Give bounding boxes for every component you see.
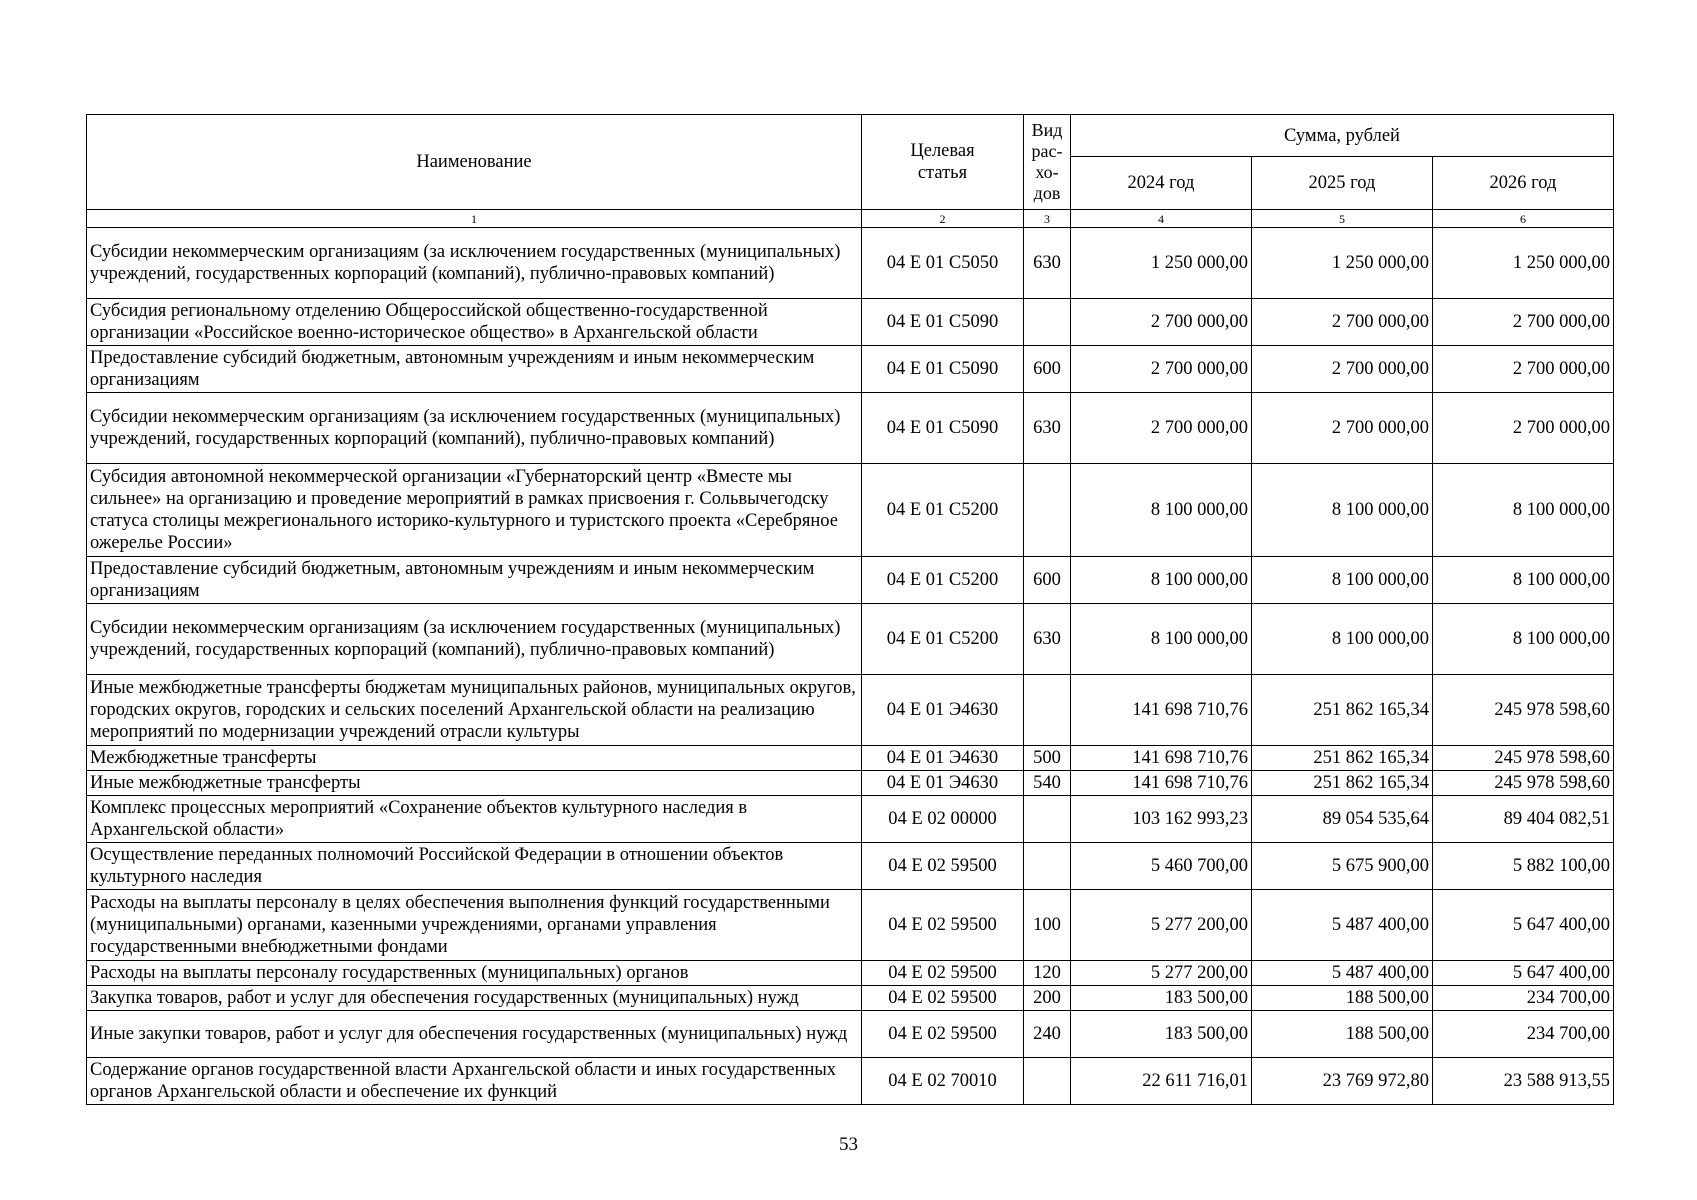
table-row (87, 393, 1614, 464)
row-sum-2025: 188 500,00 (1252, 1011, 1433, 1058)
row-sum-2026: 2 700 000,00 (1433, 346, 1614, 393)
row-sum-2026: 5 647 400,00 (1433, 890, 1614, 961)
row-sum-2025: 251 862 165,34 (1252, 771, 1433, 796)
row-name: Субсидия региональному отделению Общероссийской общественно-государственной организации «Российское военно-историческое общество» в Архангельской области (87, 299, 862, 346)
column-number: 5 (1252, 210, 1433, 228)
header-sum: Сумма, рублей (1071, 115, 1614, 157)
row-target-article: 04 Е 02 59500 (862, 890, 1024, 961)
table-row (87, 557, 1614, 604)
row-sum-2025: 2 700 000,00 (1252, 299, 1433, 346)
row-sum-2026: 1 250 000,00 (1433, 228, 1614, 299)
row-sum-2025: 8 100 000,00 (1252, 604, 1433, 675)
table-row (87, 299, 1614, 346)
table-row (87, 890, 1614, 961)
row-sum-2024: 2 700 000,00 (1071, 346, 1252, 393)
table-row (87, 604, 1614, 675)
row-target-article: 04 Е 01 С5090 (862, 393, 1024, 464)
row-sum-2025: 5 487 400,00 (1252, 961, 1433, 986)
row-sum-2025: 23 769 972,80 (1252, 1058, 1433, 1105)
row-sum-2026: 5 882 100,00 (1433, 843, 1614, 890)
page-number: 53 (839, 1134, 858, 1155)
table-row (87, 228, 1614, 299)
row-sum-2026: 5 647 400,00 (1433, 961, 1614, 986)
row-sum-2026: 245 978 598,60 (1433, 771, 1614, 796)
table-row (87, 746, 1614, 771)
row-name: Субсидии некоммерческим организациям (за исключением государственных (муниципальных) учреждений, государственных корпораций (компаний), публично-правовых компаний) (87, 604, 862, 675)
row-target-article: 04 Е 02 70010 (862, 1058, 1024, 1105)
row-target-article: 04 Е 02 59500 (862, 843, 1024, 890)
row-name: Субсидии некоммерческим организациям (за исключением государственных (муниципальных) учреждений, государственных корпораций (компаний), публично-правовых компаний) (87, 393, 862, 464)
row-sum-2024: 8 100 000,00 (1071, 604, 1252, 675)
row-expense-type (1024, 1058, 1071, 1105)
row-sum-2025: 1 250 000,00 (1252, 228, 1433, 299)
row-sum-2025: 188 500,00 (1252, 986, 1433, 1011)
table-row (87, 1011, 1614, 1058)
row-target-article: 04 Е 01 С5090 (862, 346, 1024, 393)
header-year-2025: 2025 год (1252, 157, 1433, 210)
row-expense-type: 120 (1024, 961, 1071, 986)
row-name: Предоставление субсидий бюджетным, автономным учреждениям и иным некоммерческим организациям (87, 557, 862, 604)
row-sum-2026: 2 700 000,00 (1433, 393, 1614, 464)
row-sum-2024: 5 277 200,00 (1071, 961, 1252, 986)
row-expense-type: 540 (1024, 771, 1071, 796)
row-sum-2024: 141 698 710,76 (1071, 675, 1252, 746)
row-sum-2024: 141 698 710,76 (1071, 746, 1252, 771)
row-sum-2024: 2 700 000,00 (1071, 393, 1252, 464)
row-name: Межбюджетные трансферты (87, 746, 862, 771)
row-expense-type (1024, 796, 1071, 843)
row-target-article: 04 Е 01 С5050 (862, 228, 1024, 299)
row-target-article: 04 Е 01 Э4630 (862, 675, 1024, 746)
row-target-article: 04 Е 02 59500 (862, 961, 1024, 986)
row-sum-2026: 8 100 000,00 (1433, 604, 1614, 675)
row-expense-type: 200 (1024, 986, 1071, 1011)
row-name: Иные межбюджетные трансферты (87, 771, 862, 796)
row-sum-2025: 251 862 165,34 (1252, 675, 1433, 746)
header-target-article: Целевая статья (862, 115, 1024, 210)
header-name: Наименование (87, 115, 862, 210)
row-sum-2025: 8 100 000,00 (1252, 557, 1433, 604)
row-sum-2024: 183 500,00 (1071, 1011, 1252, 1058)
row-sum-2024: 2 700 000,00 (1071, 299, 1252, 346)
row-sum-2026: 23 588 913,55 (1433, 1058, 1614, 1105)
row-target-article: 04 Е 01 С5200 (862, 604, 1024, 675)
row-sum-2026: 8 100 000,00 (1433, 464, 1614, 557)
row-name: Предоставление субсидий бюджетным, автономным учреждениям и иным некоммерческим организациям (87, 346, 862, 393)
row-target-article: 04 Е 02 59500 (862, 1011, 1024, 1058)
column-number: 3 (1024, 210, 1071, 228)
row-name: Осуществление переданных полномочий Российской Федерации в отношении объектов культурного наследия (87, 843, 862, 890)
row-target-article: 04 Е 01 С5200 (862, 464, 1024, 557)
row-sum-2026: 234 700,00 (1433, 1011, 1614, 1058)
row-sum-2024: 5 460 700,00 (1071, 843, 1252, 890)
header-expense-type: Вид рас- хо- дов (1024, 115, 1071, 210)
row-sum-2024: 8 100 000,00 (1071, 557, 1252, 604)
table-row (87, 986, 1614, 1011)
row-expense-type (1024, 299, 1071, 346)
row-sum-2025: 2 700 000,00 (1252, 393, 1433, 464)
row-name: Расходы на выплаты персоналу государственных (муниципальных) органов (87, 961, 862, 986)
row-sum-2026: 245 978 598,60 (1433, 675, 1614, 746)
table-row (87, 843, 1614, 890)
row-name: Иные межбюджетные трансферты бюджетам муниципальных районов, муниципальных округов, городских округов, городских и сельских поселений Архангельской области на реализацию мероприятий по модернизации учреждений отрасли культуры (87, 675, 862, 746)
row-name: Комплекс процессных мероприятий «Сохранение объектов культурного наследия в Архангельской области» (87, 796, 862, 843)
row-target-article: 04 Е 01 С5090 (862, 299, 1024, 346)
row-name: Субсидии некоммерческим организациям (за исключением государственных (муниципальных) учреждений, государственных корпораций (компаний), публично-правовых компаний) (87, 228, 862, 299)
row-sum-2024: 183 500,00 (1071, 986, 1252, 1011)
row-expense-type: 600 (1024, 557, 1071, 604)
row-expense-type: 100 (1024, 890, 1071, 961)
row-sum-2025: 89 054 535,64 (1252, 796, 1433, 843)
row-sum-2025: 2 700 000,00 (1252, 346, 1433, 393)
row-sum-2026: 2 700 000,00 (1433, 299, 1614, 346)
table-row (87, 771, 1614, 796)
row-sum-2024: 103 162 993,23 (1071, 796, 1252, 843)
budget-table (86, 114, 1614, 1105)
row-sum-2025: 5 487 400,00 (1252, 890, 1433, 961)
row-expense-type (1024, 675, 1071, 746)
row-sum-2024: 141 698 710,76 (1071, 771, 1252, 796)
row-name: Субсидия автономной некоммерческой организации «Губернаторский центр «Вместе мы сильнее» на организацию и проведение мероприятий в рамках присвоения г. Сольвычегодску статуса столицы межрегионального историко-культурного и туристского проекта «Серебряное ожерелье России» (87, 464, 862, 557)
table-body (87, 228, 1614, 1105)
row-target-article: 04 Е 01 Э4630 (862, 771, 1024, 796)
row-expense-type: 630 (1024, 228, 1071, 299)
row-name: Иные закупки товаров, работ и услуг для обеспечения государственных (муниципальных) нужд (87, 1011, 862, 1058)
column-number: 1 (87, 210, 862, 228)
table-row (87, 464, 1614, 557)
row-sum-2025: 8 100 000,00 (1252, 464, 1433, 557)
row-target-article: 04 Е 02 59500 (862, 986, 1024, 1011)
column-number: 4 (1071, 210, 1252, 228)
column-number: 2 (862, 210, 1024, 228)
row-target-article: 04 Е 01 С5200 (862, 557, 1024, 604)
row-name: Содержание органов государственной власти Архангельской области и иных государственных органов Архангельской области и обеспечение их функций (87, 1058, 862, 1105)
row-sum-2025: 251 862 165,34 (1252, 746, 1433, 771)
column-number: 6 (1433, 210, 1614, 228)
row-sum-2026: 89 404 082,51 (1433, 796, 1614, 843)
header-year-2024: 2024 год (1071, 157, 1252, 210)
table-row (87, 346, 1614, 393)
row-target-article: 04 Е 01 Э4630 (862, 746, 1024, 771)
row-expense-type (1024, 843, 1071, 890)
row-sum-2025: 5 675 900,00 (1252, 843, 1433, 890)
row-expense-type: 500 (1024, 746, 1071, 771)
row-sum-2026: 8 100 000,00 (1433, 557, 1614, 604)
row-expense-type: 600 (1024, 346, 1071, 393)
row-target-article: 04 Е 02 00000 (862, 796, 1024, 843)
table-row (87, 1058, 1614, 1105)
row-expense-type: 630 (1024, 604, 1071, 675)
table-row (87, 796, 1614, 843)
row-expense-type: 240 (1024, 1011, 1071, 1058)
row-sum-2026: 234 700,00 (1433, 986, 1614, 1011)
row-expense-type (1024, 464, 1071, 557)
row-sum-2026: 245 978 598,60 (1433, 746, 1614, 771)
row-sum-2024: 22 611 716,01 (1071, 1058, 1252, 1105)
header-year-2026: 2026 год (1433, 157, 1614, 210)
row-sum-2024: 8 100 000,00 (1071, 464, 1252, 557)
table-row (87, 675, 1614, 746)
row-name: Закупка товаров, работ и услуг для обеспечения государственных (муниципальных) нужд (87, 986, 862, 1011)
row-sum-2024: 5 277 200,00 (1071, 890, 1252, 961)
row-sum-2024: 1 250 000,00 (1071, 228, 1252, 299)
table-row (87, 961, 1614, 986)
row-name: Расходы на выплаты персоналу в целях обеспечения выполнения функций государственными (муниципальными) органами, казенными учреждениями, органами управления государственными внебюджетными фондами (87, 890, 862, 961)
row-expense-type: 630 (1024, 393, 1071, 464)
